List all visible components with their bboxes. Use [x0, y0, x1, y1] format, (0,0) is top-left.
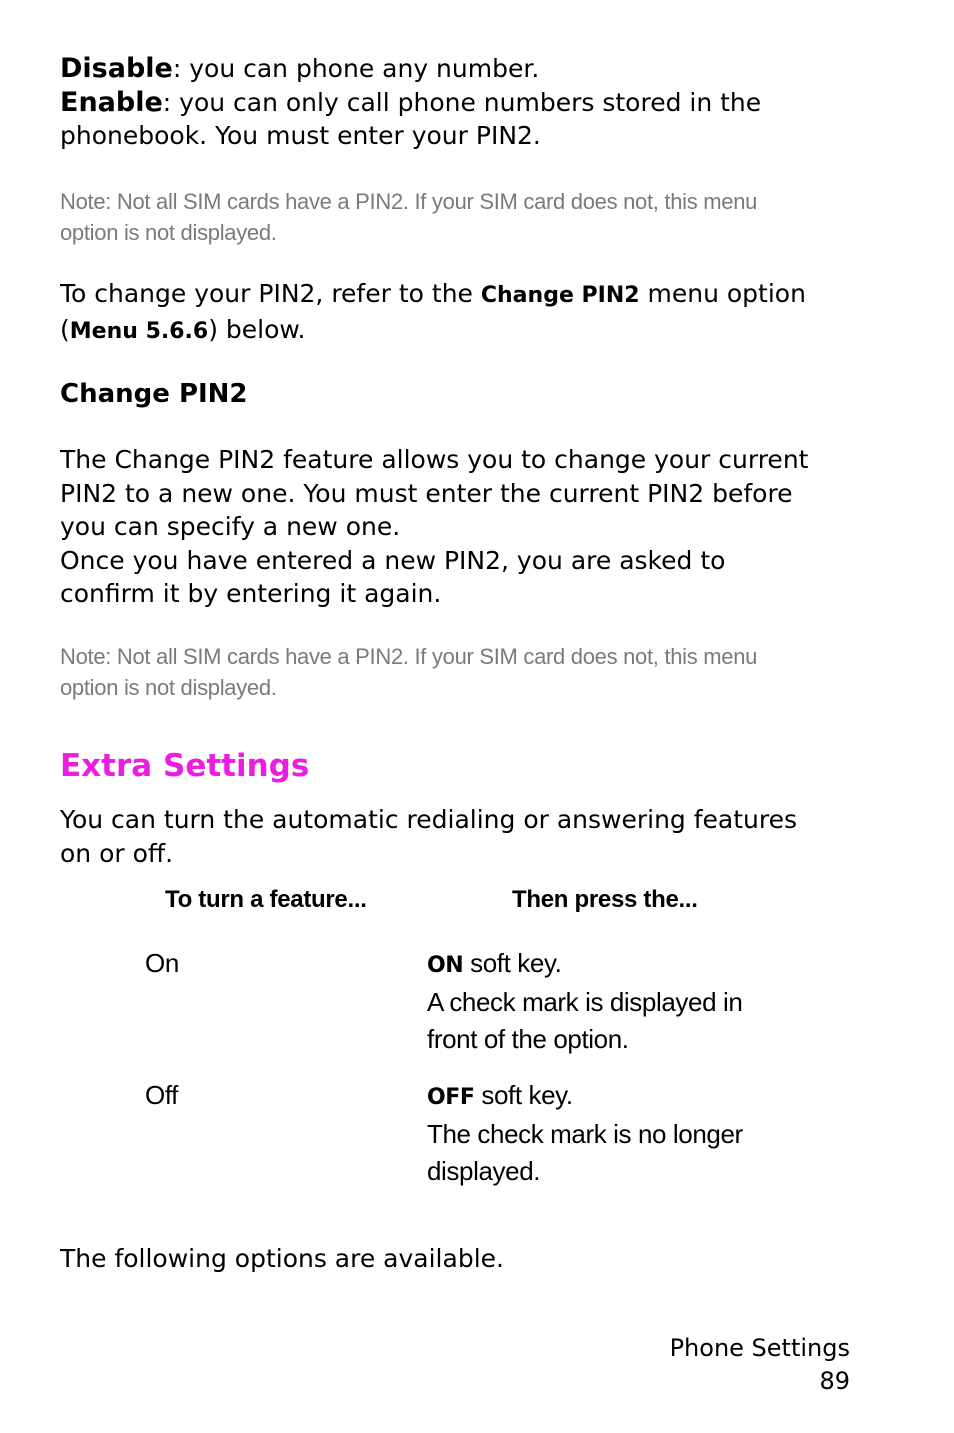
paragraph-line: PIN2 to a new one. You must enter the current PIN2 before: [60, 478, 793, 508]
note-line: option is not displayed.: [60, 220, 277, 245]
paragraph-line: You can turn the automatic redialing or answering features: [60, 805, 798, 834]
page-footer: [670, 1332, 850, 1398]
extra-settings-intro: [60, 803, 920, 870]
action-line-3: front of the option.: [427, 1024, 629, 1054]
change-pin2-reference: [60, 277, 920, 348]
action-text: soft key.: [463, 948, 562, 978]
fdn-options: [60, 52, 920, 153]
off-softkey-label: OFF: [427, 1085, 475, 1110]
paragraph-line: you can specify a new one.: [60, 512, 401, 541]
note-line: Note: Not all SIM cards have a PIN2. If your SIM card does not, this menu: [60, 189, 758, 214]
note-line: Note: Not all SIM cards have a PIN2. If your SIM card does not, this menu: [60, 644, 758, 669]
table-header-press: Then press the...: [512, 886, 698, 913]
paragraph-line: Once you have entered a new PIN2, you are asked to: [60, 545, 726, 575]
disable-description: : you can phone any number.: [172, 54, 540, 83]
paragraph-line: on or off.: [60, 838, 174, 868]
note-line: option is not displayed.: [60, 675, 277, 700]
action-line-2: The check mark is no longer: [427, 1119, 743, 1149]
action-line-2: A check mark is displayed in: [427, 987, 743, 1017]
enable-term: Enable: [60, 86, 163, 118]
enable-option: [60, 86, 920, 120]
page-number: 89: [819, 1367, 850, 1395]
enable-description-line-2: phonebook. You must enter your PIN2.: [60, 121, 541, 150]
action-line-1: [427, 945, 867, 984]
table-row-on-feature: On: [145, 948, 179, 978]
reference-text: menu option: [639, 279, 806, 308]
table-row-on-action: [427, 945, 867, 1058]
sim-note-2: [60, 641, 920, 703]
disable-option: [60, 52, 920, 86]
paragraph-line: The Change PIN2 feature allows you to change your current: [60, 445, 809, 474]
disable-term: Disable: [60, 53, 173, 84]
following-options-text: The following options are available.: [60, 1244, 504, 1273]
reference-text: ) below.: [208, 314, 306, 344]
paragraph-line: confirm it by entering it again.: [60, 579, 442, 608]
on-softkey-label: ON: [427, 953, 464, 978]
change-pin2-description: [60, 443, 920, 611]
extra-settings-heading: Extra Settings: [60, 748, 310, 784]
reference-line-2: [60, 313, 920, 349]
action-text: soft key.: [474, 1080, 573, 1110]
footer-section-name: Phone Settings: [669, 1334, 850, 1362]
table-row-off-action: [427, 1077, 867, 1190]
table-row-off-feature: Off: [145, 1080, 179, 1110]
sim-note-1: [60, 186, 920, 248]
reference-text: (: [60, 314, 70, 344]
reference-text: To change your PIN2, refer to the: [60, 279, 481, 308]
change-pin2-menu-name: Change PIN2: [480, 283, 640, 308]
action-line-1: [427, 1077, 867, 1116]
table-header-feature: To turn a feature...: [165, 886, 367, 913]
menu-number: Menu 5.6.6: [69, 318, 209, 344]
enable-description-line-1: : you can only call phone numbers stored in the: [162, 87, 762, 117]
reference-line-1: [60, 277, 920, 313]
action-line-3: displayed.: [427, 1156, 541, 1186]
change-pin2-heading: Change PIN2: [60, 379, 248, 409]
